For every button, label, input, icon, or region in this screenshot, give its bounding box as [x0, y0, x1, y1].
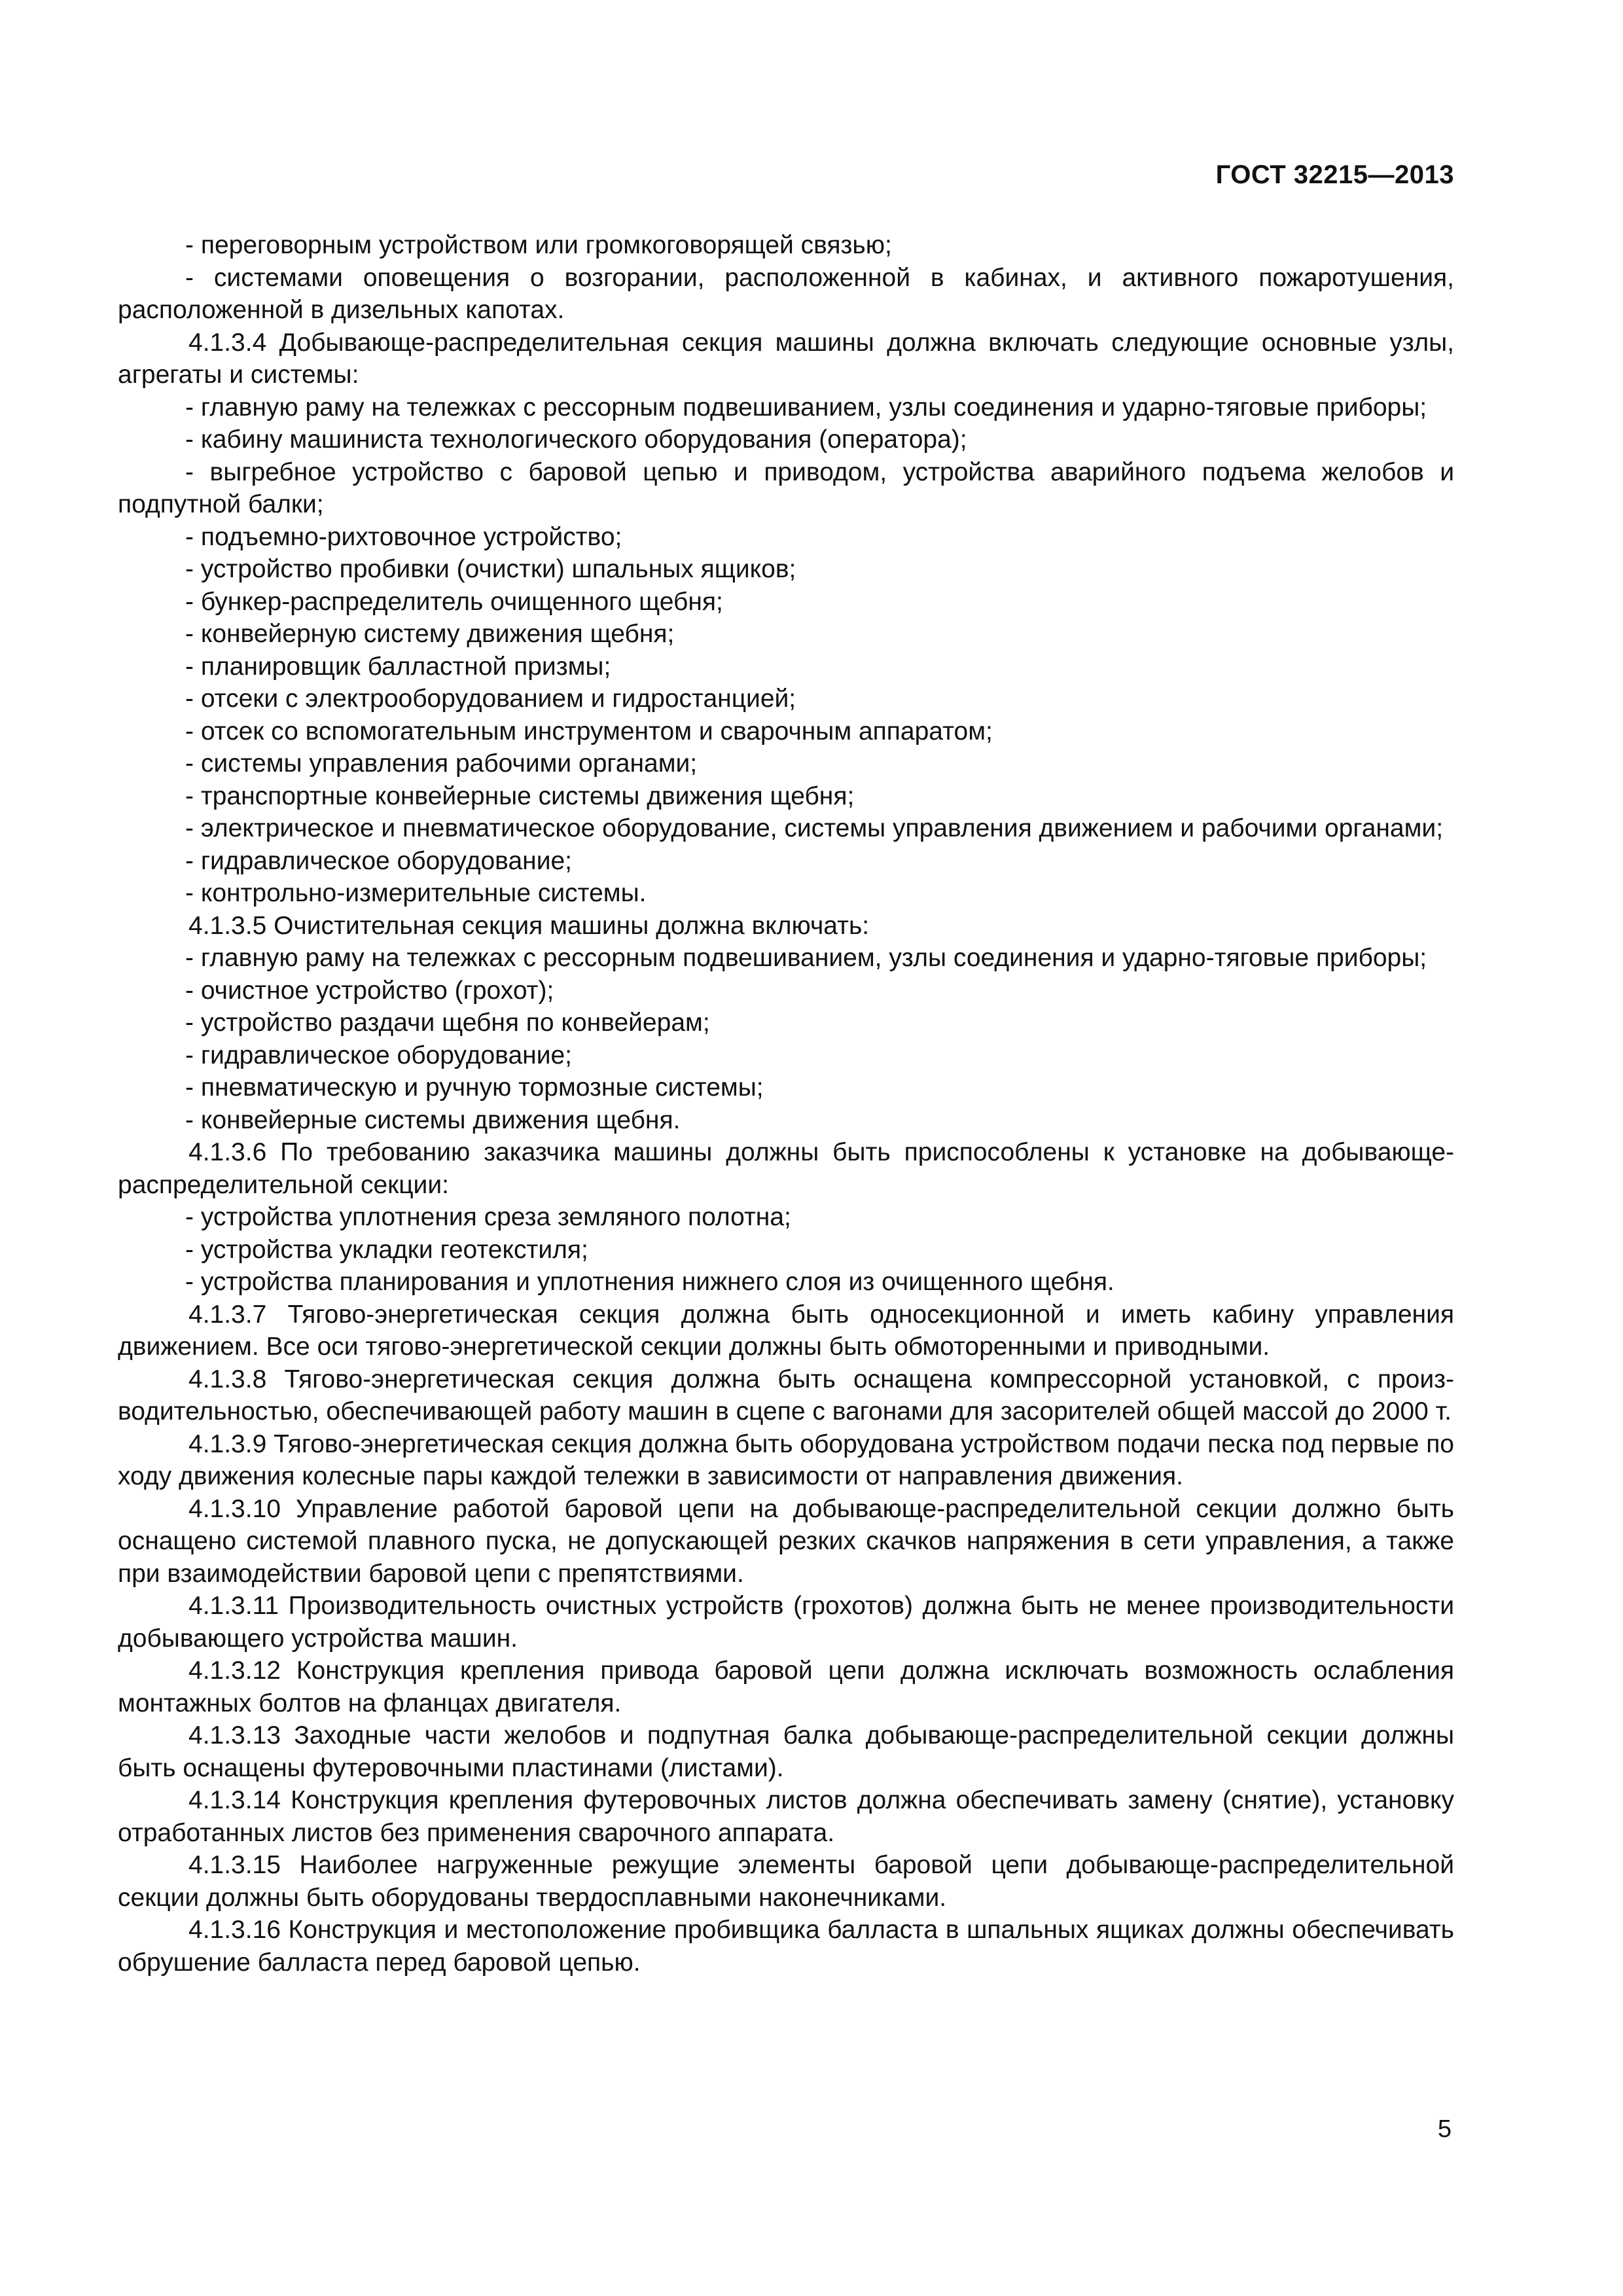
list-item: - пневматическую и ручную тормозные системы;: [185, 1073, 764, 1102]
list-item: - кабину машиниста технологического оборудования (оператора);: [185, 425, 967, 454]
list-item: - устройства уплотнения среза земляного полотна;: [185, 1203, 791, 1231]
list-item: - устройство пробивки (очистки) шпальных ящиков;: [185, 555, 796, 583]
document-header: ГОСТ 32215—2013: [1215, 160, 1454, 189]
clause-paragraph: 4.1.3.10 Управление работой баровой цепи на добывающе-распределительной секции должно быть оснащено системой плавного пуска, не допускающей резких скачков напряжения в сети управления, а также при взаимодействии баровой цепи с препятствиями.: [118, 1494, 1454, 1588]
list-item: - подъемно-рихтовочное устройство;: [185, 522, 622, 551]
clause-paragraph: 4.1.3.11 Производительность очистных устройств (грохотов) должна быть не менее производительности добывающего устройства машин.: [118, 1592, 1454, 1653]
list-item: - конвейерную систему движения щебня;: [185, 620, 675, 648]
list-item: - выгребное устройство с баровой цепью и приводом, устройства аварийного подъема желобов и подпутной балки;: [118, 457, 1454, 518]
list-item: - гидравлическое оборудование;: [185, 846, 572, 875]
list-item: - контрольно-измерительные системы.: [185, 879, 647, 907]
clause-paragraph: 4.1.3.6 По требованию заказчика машины должны быть приспособлены к установке на добывающе-распределительной секции:: [118, 1138, 1454, 1199]
list-item: - системами оповещения о возгорании, расположенной в кабинах, и активного пожаротушения, расположенной в дизельных капотах.: [118, 263, 1454, 324]
list-item: - отсек со вспомогательным инструментом и сварочным аппаратом;: [185, 717, 993, 745]
list-item: - очистное устройство (грохот);: [185, 976, 554, 1005]
clause-paragraph: 4.1.3.5 Очистительная секция машины должна включать:: [188, 911, 870, 940]
list-item: - главную раму на тележках с рессорным подвешиванием, узлы соединения и ударно-тяговые приборы;: [185, 393, 1427, 422]
list-item: - гидравлическое оборудование;: [185, 1041, 572, 1069]
list-item: - устройства планирования и уплотнения нижнего слоя из очищенного щебня.: [185, 1268, 1115, 1296]
clause-paragraph: 4.1.3.9 Тягово-энергетическая секция должна быть оборудована устройством подачи песка под первые по ходу движения колесные пары каждой тележки в зависимости от направления движения.: [118, 1429, 1454, 1490]
clause-paragraph: 4.1.3.8 Тягово-энергетическая секция должна быть оснащена компрессорной установкой, с производительностью, обеспечивающей работу машин в сцепе с вагонами для засорителей общей массой до 2000 т.: [118, 1365, 1454, 1426]
page-number: 5: [1437, 2115, 1452, 2143]
list-item: - переговорным устройством или громкоговорящей связью;: [185, 231, 892, 259]
clause-paragraph: 4.1.3.16 Конструкция и местоположение пробивщика балласта в шпальных ящиках должны обеспечивать обрушение балласта перед баровой цепью.: [118, 1916, 1454, 1977]
list-item: - устройства укладки геотекстиля;: [185, 1235, 588, 1264]
list-item: - бункер-распределитель очищенного щебня;: [185, 587, 723, 616]
list-item: - устройство раздачи щебня по конвейерам;: [185, 1009, 710, 1037]
clause-paragraph: 4.1.3.12 Конструкция крепления привода баровой цепи должна исключать возможность ослабления монтажных болтов на фланцах двигателя.: [118, 1657, 1454, 1717]
list-item: - конвейерные системы движения щебня.: [185, 1105, 681, 1134]
list-item: - системы управления рабочими органами;: [185, 749, 698, 778]
clause-paragraph: 4.1.3.14 Конструкция крепления футеровочных листов должна обеспечивать замену (снятие), установку отработанных листов без применения сварочного аппарата.: [118, 1786, 1454, 1847]
list-item: - транспортные конвейерные системы движения щебня;: [185, 781, 855, 810]
list-item: - планировщик балластной призмы;: [185, 652, 611, 681]
document-body: [118, 229, 1454, 1979]
clause-paragraph: 4.1.3.13 Заходные части желобов и подпутная балка добывающе-распределительной секции должны быть оснащены футеровочными пластинами (листами).: [118, 1721, 1454, 1782]
list-item: - отсеки с электрооборудованием и гидростанцией;: [185, 685, 796, 713]
list-item: - главную раму на тележках с рессорным подвешиванием, узлы соединения и ударно-тяговые приборы;: [185, 944, 1427, 972]
clause-paragraph: 4.1.3.4 Добывающе-распределительная секция машины должна включать следующие основные узлы, агрегаты и системы:: [118, 328, 1454, 389]
clause-paragraph: 4.1.3.7 Тягово-энергетическая секция должна быть односекционной и иметь кабину управления движением. Все оси тягово-энергетической секции должны быть обмоторенными и приводными.: [118, 1300, 1454, 1361]
list-item: - электрическое и пневматическое оборудование, системы управления движением и рабочими органами;: [185, 814, 1444, 842]
clause-paragraph: 4.1.3.15 Наиболее нагруженные режущие элементы баровой цепи добывающе-распределительной секции должны быть оборудованы твердосплавными наконечниками.: [118, 1851, 1454, 1912]
